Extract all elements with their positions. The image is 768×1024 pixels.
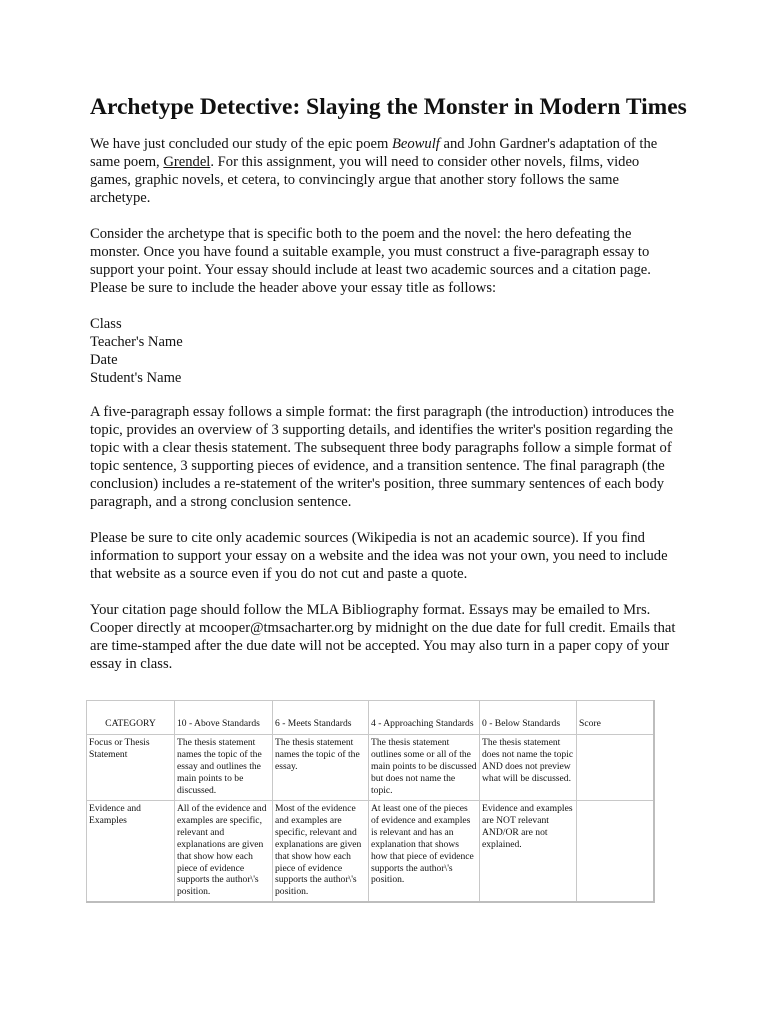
rubric-header-row — [87, 701, 654, 735]
intro-text-after: . For this assignment, you will need to consider other novels, films, video games, graphic novels, et cetera, to convincingly argue that another story follows the same archetype. — [90, 153, 640, 206]
table-row — [87, 801, 654, 903]
intro-text-middle: and John Gardner's adaptation of the same poem, — [90, 136, 658, 170]
rubric-header-category: CATEGORY — [87, 701, 175, 735]
rubric-header-approaching: 4 - Approaching Standards — [369, 701, 480, 735]
intro-paragraph — [90, 136, 680, 208]
intro-text-before: We have just concluded our study of the epic poem — [90, 136, 392, 152]
table-row — [87, 735, 654, 801]
sources-paragraph: Please be sure to cite only academic sources (Wikipedia is not an academic source). If you find information to support your essay on a website and the idea was not your own, you need to include that website as a source even if you do not cut and paste a quote. — [90, 530, 668, 582]
rubric-header-score: Score — [577, 701, 654, 735]
rubric-header-below: 0 - Below Standards — [480, 701, 577, 735]
rubric-below-cell: Evidence and examples are NOT relevant AND/OR are not explained. — [480, 801, 577, 903]
rubric-category-cell: Focus or Thesis Statement — [87, 735, 175, 801]
novel-title: Grendel — [163, 153, 211, 170]
rubric-above-cell: All of the evidence and examples are specific, relevant and explanations are given that show how each piece of evidence supports the author\'s position. — [175, 801, 273, 903]
archetype-paragraph: Consider the archetype that is specific both to the poem and the novel: the hero defeating the monster. Once you have found a suitable example, you must construct a five-paragraph essay to support your point. Your essay should include at least two academic sources and a citation page. Please be sure to include the header above your essay title as follows: — [90, 226, 651, 296]
header-line-teacher: Teacher's Name — [90, 333, 183, 350]
citation-paragraph: Your citation page should follow the MLA Bibliography format. Essays may be emailed to Mrs. Cooper directly at mcooper@tmsacharter.org by midnight on the due date for full credit. Emails that are time-stamped after the due date will not be accepted. You may also turn in a paper copy of your essay in class. — [90, 602, 676, 672]
rubric-approaching-cell: At least one of the pieces of evidence and examples is relevant and has an explanation that shows how that piece of evidence supports the author\'s position. — [369, 801, 480, 903]
poem-title: Beowulf — [391, 136, 440, 152]
format-paragraph: A five-paragraph essay follows a simple format: the first paragraph (the introduction) introduces the topic, provides an overview of 3 supporting details, and identifies the writer's position regarding the topic with a clear thesis statement. The subsequent three body paragraphs follow a simple format of topic sentence, 3 supporting pieces of evidence, and a transition sentence. The final paragraph (the conclusion) includes a re-statement of the writer's position, three summary sentences of each body paragraph, and a strong conclusion sentence. — [90, 404, 674, 510]
rubric-score-cell — [577, 735, 654, 801]
rubric-table — [86, 700, 655, 903]
rubric-header-meets: 6 - Meets Standards — [273, 701, 369, 735]
rubric-meets-cell: Most of the evidence and examples are specific, relevant and explanations are given that show how each piece of evidence supports the author\'s position. — [273, 801, 369, 903]
document-title: Archetype Detective: Slaying the Monster in Modern Times — [90, 94, 687, 120]
rubric-approaching-cell: The thesis statement outlines some or all of the main points to be discussed but does not name the topic. — [369, 735, 480, 801]
header-list — [90, 316, 680, 388]
rubric-above-cell: The thesis statement names the topic of the essay and outlines the main points to be discussed. — [175, 735, 273, 801]
rubric-header-above: 10 - Above Standards — [175, 701, 273, 735]
rubric-meets-cell: The thesis statement names the topic of the essay. — [273, 735, 369, 801]
rubric-score-cell — [577, 801, 654, 903]
header-line-class: Class — [90, 316, 122, 332]
header-line-date: Date — [90, 351, 118, 368]
rubric-below-cell: The thesis statement does not name the topic AND does not preview what will be discussed. — [480, 735, 577, 801]
header-line-student: Student's Name — [90, 369, 182, 386]
rubric-category-cell: Evidence and Examples — [87, 801, 175, 903]
